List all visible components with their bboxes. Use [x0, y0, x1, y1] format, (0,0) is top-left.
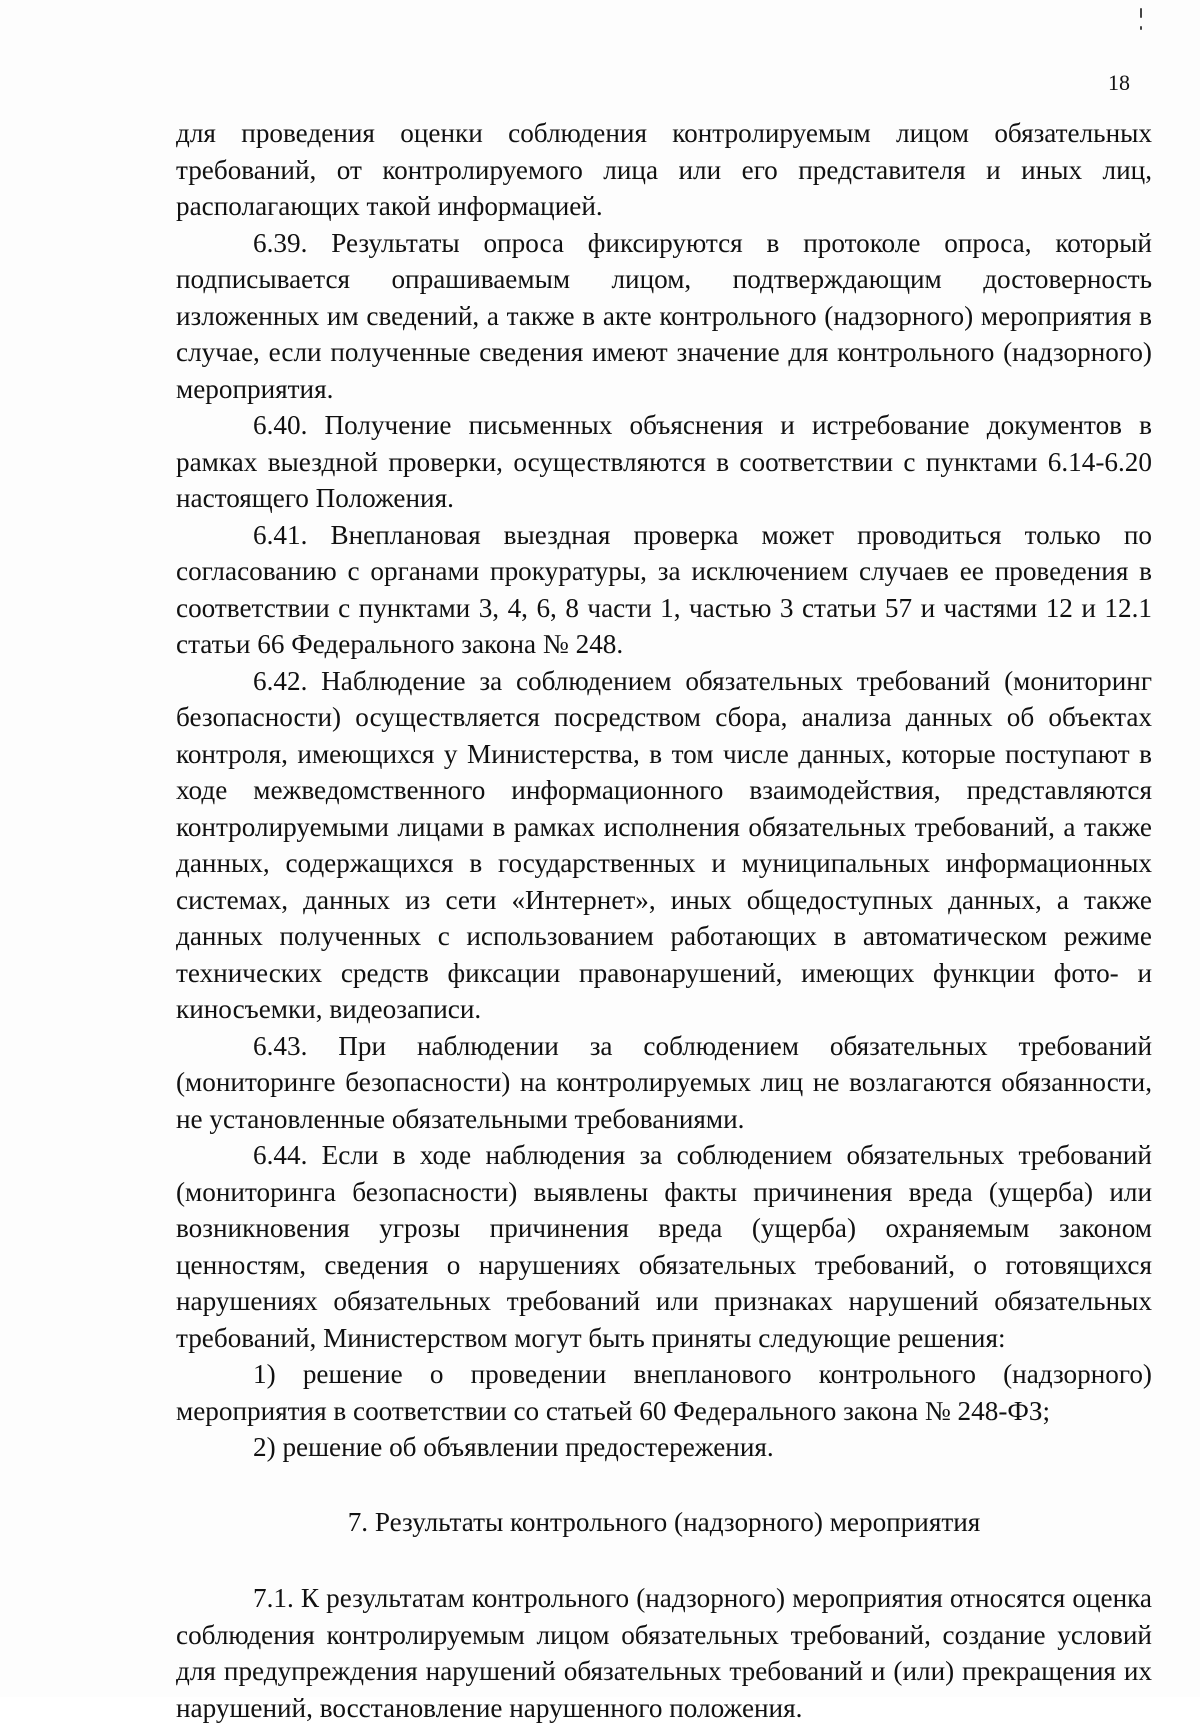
paragraph-6-41: 6.41. Внеплановая выездная проверка может проводиться только по согласованию с органами прокуратуры, за исключением случаев ее проведения в соответствии с пунктами 3, 4, 6, 8 части 1, частью 3 статьи 57 и частями 12 и 12.1 статьи 66 Федерального закона № 248.	[176, 519, 1152, 659]
paragraph-6-44: 6.44. Если в ходе наблюдения за соблюдением обязательных требований (мониторинга безопасности) выявлены факты причинения вреда (ущерба) или возникновения угрозы причинения вреда (ущерба) охраняемым законом ценностям, сведения о нарушениях обязательных требований, о готовящихся нарушениях обязательных требований или признаках нарушений обязательных требований, Министерством могут быть приняты следующие решения:	[176, 1140, 1152, 1353]
paragraph-6-40: 6.40. Получение письменных объяснения и истребование документов в рамках выездной проверки, осуществляются в соответствии с пунктами 6.14-6.20 настоящего Положения.	[176, 410, 1152, 513]
paragraph-6-42: 6.42. Наблюдение за соблюдением обязательных требований (мониторинг безопасности) осуществляется посредством сбора, анализа данных об объектах контроля, имеющихся у Министерства, в том числе данных, которые поступают в ходе межведомственного информационного взаимодействия, представляются контролируемыми лицами в рамках исполнения обязательных требований, а также данных, содержащихся в государственных и муниципальных информационных системах, данных из сети «Интернет», иных общедоступных данных, а также данных полученных с использованием работающих в автоматическом режиме технических средств фиксации правонарушений, имеющих функции фото- и киносъемки, видеозаписи.	[176, 665, 1152, 1024]
document-body	[176, 115, 1152, 1726]
page-number: 18	[1108, 70, 1130, 95]
list-item-1: 1) решение о проведении внепланового контрольного (надзорного) мероприятия в соответствии со статьей 60 Федерального закона № 248-ФЗ;	[176, 1359, 1152, 1426]
paragraph-6-43: 6.43. При наблюдении за соблюдением обязательных требований (мониторинге безопасности) на контролируемых лиц не возлагаются обязанности, не установленные обязательными требованиями.	[176, 1030, 1152, 1134]
paragraph-6-39: 6.39. Результаты опроса фиксируются в протоколе опроса, который подписывается опрашиваемым лицом, подтверждающим достоверность изложенных им сведений, а также в акте контрольного (надзорного) мероприятия в случае, если полученные сведения имеют значение для контрольного (надзорного) мероприятия.	[176, 227, 1152, 404]
list-item-2: 2) решение об объявлении предостережения.	[253, 1432, 774, 1462]
scan-mark-top-right	[1140, 8, 1142, 18]
scan-mark-top-right-lower	[1140, 26, 1142, 30]
section-heading-7: 7. Результаты контрольного (надзорного) мероприятия	[347, 1506, 981, 1537]
paragraph-continuation: для проведения оценки соблюдения контролируемым лицом обязательных требований, от контролируемого лица или его представителя и иных лиц, располагающих такой информацией.	[176, 118, 1152, 221]
paragraph-7-1: 7.1. К результатам контрольного (надзорного) мероприятия относятся оценка соблюдения контролируемым лицом обязательных требований, создание условий для предупреждения нарушений обязательных требований и (или) прекращения их нарушений, восстановление нарушенного положения.	[176, 1583, 1152, 1723]
